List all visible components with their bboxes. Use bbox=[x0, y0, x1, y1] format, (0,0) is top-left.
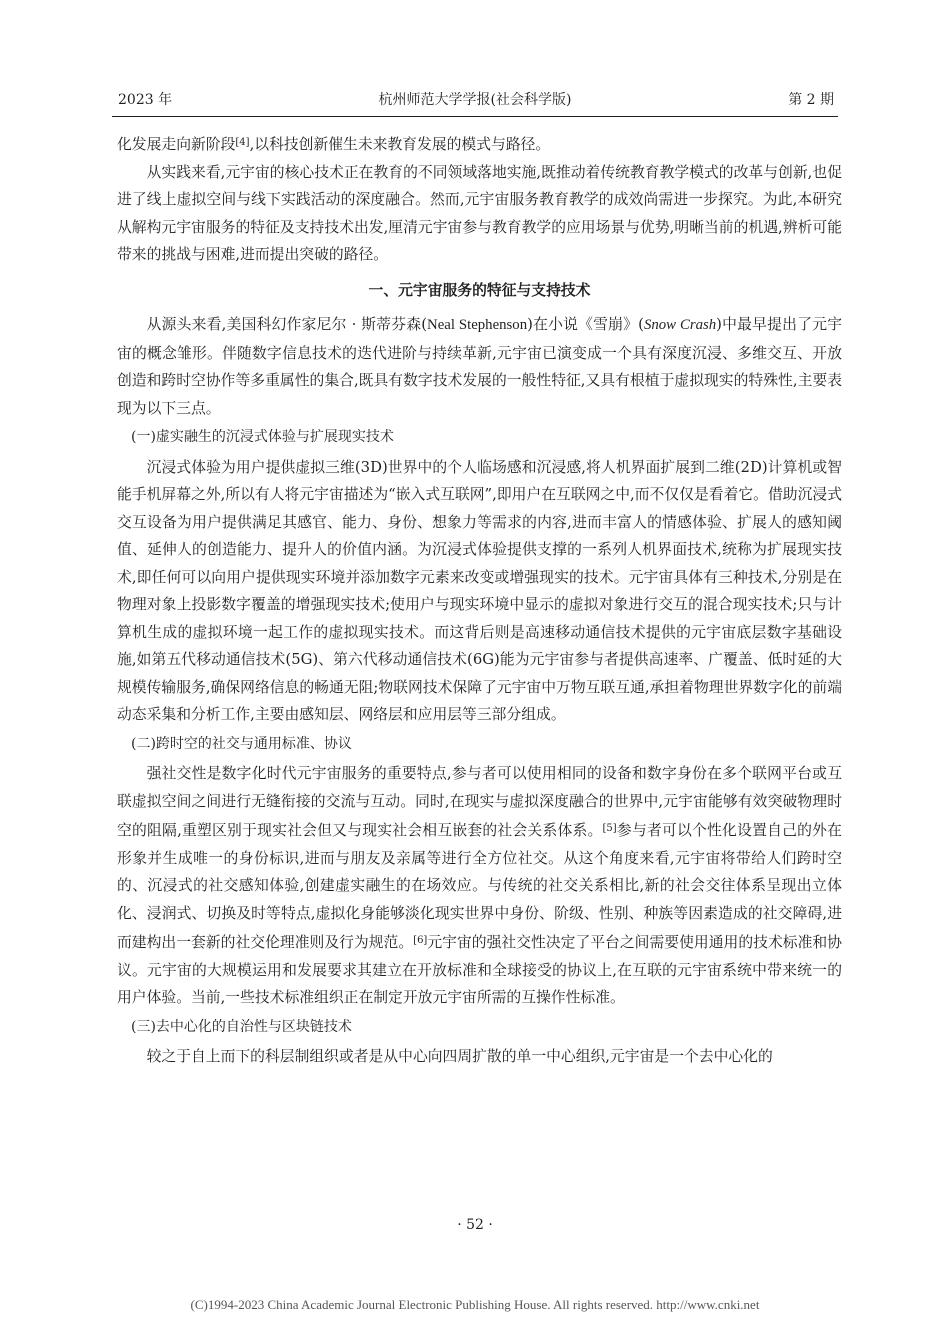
article-body bbox=[117, 129, 842, 1071]
copyright-footer: (C)1994-2023 China Academic Journal Electronic Publishing House. All rights reserved. http://www.cnki.net bbox=[190, 1297, 760, 1312]
header-year: 2023 年 bbox=[118, 92, 173, 108]
citation-ref: [6] bbox=[413, 935, 428, 946]
english-name: Neal Stephenson bbox=[427, 317, 528, 333]
text-run: ,以科技创新催生未来教育发展的模式与路径。 bbox=[249, 136, 551, 153]
text-run: )在小说《雪崩》( bbox=[527, 316, 644, 333]
citation-ref: [5] bbox=[602, 823, 617, 834]
paragraph: 沉浸式体验为用户提供虚拟三维(3D)世界中的个人临场感和沉浸感,将人机界面扩展到二维(2D)计算机或智能手机屏幕之外,所以有人将元宇宙描述为“嵌入式互联网”,即用户在互联网之中,而不仅仅是看着它。借助沉浸式交互设备为用户提供满足其感官、能力、身份、想象力等需求的内容,进而丰富人的情感体验、扩展人的感知阈值、延伸人的创造能力、提升人的价值内涵。为沉浸式体验提供支撑的一系列人机界面技术,统称为扩展现实技术,即任何可以向用户提供现实环境并添加数字元素来改变或增强现实的技术。元宇宙具体有三种技术,分别是在物理对象上投影数字覆盖的增强现实技术;使用户与现实环境中显示的虚拟对象进行交互的混合现实技术;只与计算机生成的虚拟环境一起工作的虚拟现实技术。而这背后则是高速移动通信技术提供的元宇宙底层数字基础设施,如第五代移动通信技术(5G)、第六代移动通信技术(6G)能为元宇宙参与者提供高速率、广覆盖、低时延的大规模传输服务,确保网络信息的畅通无阻;物联网技术保障了元宇宙中万物互联互通,承担着物理世界数字化的前端动态采集和分析工作,主要由感知层、网络层和应用层等三部分组成。 bbox=[117, 458, 842, 723]
paragraph: 从实践来看,元宇宙的核心技术正在教育的不同领域落地实施,既推动着传统教育教学模式的改革与创新,也促进了线上虚拟空间与线下实践活动的深度融合。然而,元宇宙服务教育教学的成效尚需进一步探究。为此,本研究从解构元宇宙服务的特征及支持技术出发,厘清元宇宙参与教育教学的应用场景与优势,明晰当前的机遇,辨析可能带来的挑战与困难,进而提出突破的路径。 bbox=[117, 163, 842, 263]
section-heading: 一、元宇宙服务的特征与支持技术 bbox=[368, 281, 591, 299]
citation-ref: [4] bbox=[235, 137, 250, 148]
paragraph: 较之于自上而下的科层制组织或者是从中心向四周扩散的单一中心组织,元宇宙是一个去中心化的 bbox=[146, 1048, 773, 1065]
header-journal: 杭州师范大学学报(社会科学版) bbox=[378, 92, 572, 108]
subsection-heading: (二)跨时空的社交与通用标准、协议 bbox=[131, 735, 352, 752]
text-run: 化发展走向新阶段 bbox=[117, 136, 236, 153]
text-run: )中最早提出了元宇宙的概念雏形。伴随数字信息技术的迭代进阶与持续革新,元宇宙已演变成一个具有深度沉浸、多维交互、开放创造和跨时空协作等多重属性的集合,既具有数字技术发展的一般性特征,又具有根植于虚拟现实的特殊性,主要表现为以下三点。 bbox=[117, 316, 843, 417]
text-run: 元宇宙的强社交性决定了平台之间需要使用通用的技术标准和协议。元宇宙的大规模运用和发展要求其建立在开放标准和全球接受的协议上,在互联的元宇宙系统中带来统一的用户体验。当前,一些技术标准组织正在制定开放元宇宙所需的互操作性标准。 bbox=[117, 934, 842, 1006]
paragraph bbox=[117, 129, 842, 159]
page-number: · 52 · bbox=[457, 1217, 493, 1233]
text-run: 强社交性是数字化时代元宇宙服务的重要特点,参与者可以使用相同的设备和数字身份在多个联网平台或互联虚拟空间之间进行无缝衔接的交流与互动。同时,在现实与虚拟深度融合的世界中,元宇宙能够有效突破物理时空的阻隔,重塑区别于现实社会但又与现实社会相互嵌套的社会关系体系。 bbox=[117, 765, 842, 839]
running-header bbox=[112, 90, 838, 114]
paragraph bbox=[117, 760, 842, 1012]
text-run: 参与者可以个性化设置自己的外在形象并生成唯一的身份标识,进而与朋友及亲属等进行全方位社交。从这个角度来看,元宇宙将带给人们跨时空的、沉浸式的社交感知体验,创建虚实融生的在场效应。与传统的社交关系相比,新的社会交往体系呈现出立体化、浸润式、切换及时等特点,虚拟化身能够淡化现实世界中身份、阶级、性别、种族等因素造成的社交障碍,进而建构出一套新的社交伦理准则及行为规范。 bbox=[117, 822, 842, 951]
subsection-heading: (一)虚实融生的沉浸式体验与扩展现实技术 bbox=[131, 429, 394, 445]
english-title: Snow Crash bbox=[643, 317, 717, 333]
header-rule bbox=[112, 116, 838, 117]
subsection-heading: (三)去中心化的自治性与区块链技术 bbox=[131, 1018, 352, 1035]
paragraph bbox=[117, 311, 842, 422]
header-issue: 第 2 期 bbox=[788, 92, 834, 108]
text-run: 从源头来看,美国科幻作家尼尔 · 斯蒂芬森( bbox=[146, 316, 428, 333]
